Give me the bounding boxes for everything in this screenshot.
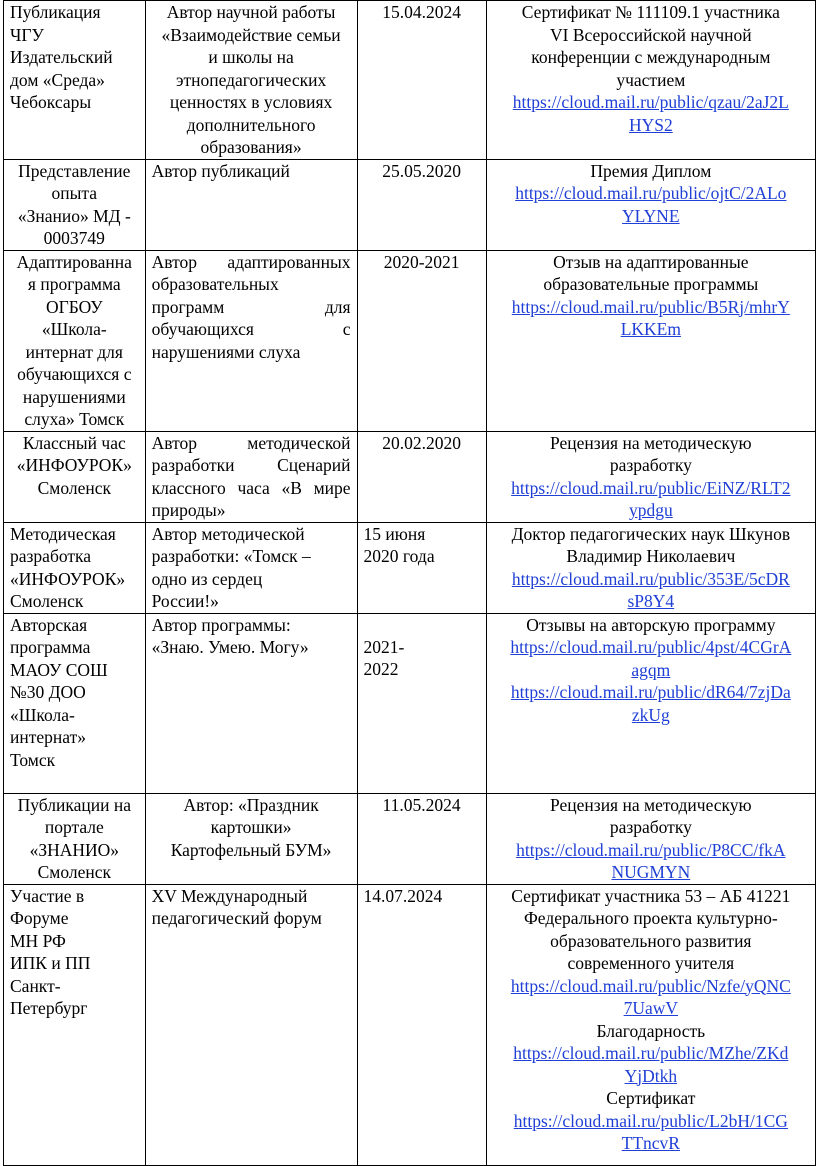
cell-date: 15 июня 2020 года (357, 522, 486, 613)
document-link-continued[interactable]: HYS2 (628, 114, 673, 135)
table-row (4, 1, 816, 160)
table-row (4, 884, 816, 1165)
cell-date: 2021- 2022 (357, 613, 486, 793)
cell-role: Автор методической разработки Сценарий классного часа «В мире природы» (145, 431, 357, 522)
cell-date: 20.02.2020 (357, 431, 486, 522)
document-link-continued[interactable]: YjDtkh (624, 1065, 678, 1086)
document-link[interactable]: https://cloud.mail.ru/public/MZhe/ZKd (513, 1043, 789, 1063)
document-link-continued[interactable]: ypdgu (628, 500, 673, 520)
cell-document: Доктор педагогических наук Шкунов Владимир Николаевич https://cloud.mail.ru/public/353E/5cDR sP8Y4 (486, 522, 815, 613)
cell-document: Отзыв на адаптированные образовательные программы https://cloud.mail.ru/public/B5Rj/mhrY LKKEm (486, 250, 815, 431)
cell-event: Авторская программа МАОУ СОШ №30 ДОО «Школа- интернат» Томск (4, 613, 146, 793)
document-link-continued[interactable]: YLYNE (622, 205, 680, 226)
cell-role: Автор методической разработки: «Томск – одно из сердец России!» (145, 522, 357, 613)
document-link-continued[interactable]: zkUg (631, 704, 670, 725)
cell-date: 11.05.2024 (357, 793, 486, 884)
document-link[interactable]: https://cloud.mail.ru/public/353E/5cDR (511, 568, 790, 589)
table-row (4, 431, 816, 522)
cell-document: Премия Диплом https://cloud.mail.ru/public/ojtC/2ALo YLYNE (486, 159, 815, 250)
cell-date: 25.05.2020 (357, 159, 486, 250)
cell-role: XV Международный педагогический форум (145, 884, 357, 1165)
cell-document: Рецензия на методическую разработку https://cloud.mail.ru/public/EiNZ/RLT2 ypdgu (486, 431, 815, 522)
table-row (4, 793, 816, 884)
document-link-continued[interactable]: 7UawV (623, 998, 679, 1018)
cell-date: 2020-2021 (357, 250, 486, 431)
cell-role: Автор научной работы «Взаимодействие семьи и школы на этнопедагогических ценностях в условиях дополнительного образования» (145, 1, 357, 160)
cell-event: Публикация ЧГУ Издательский дом «Среда» Чебоксары (4, 1, 146, 160)
cell-date: 14.07.2024 (357, 884, 486, 1165)
cell-document: Сертификат участника 53 – АБ 41221 Федерального проекта культурно- образовательного развития современного учителя https://cloud.mail.ru/public/Nzfe/yQNC 7UawV Благодарность https://cloud.mail.ru/public/MZhe/ZKd YjDtkh Сертификат https://cloud.mail.ru/public/L2bH/1CG TTncvR (486, 884, 815, 1165)
document-link[interactable]: https://cloud.mail.ru/public/Nzfe/yQNC (510, 975, 791, 996)
document-link[interactable]: https://cloud.mail.ru/public/qzau/2aJ2L (512, 92, 789, 112)
cell-document: Рецензия на методическую разработку https://cloud.mail.ru/public/P8CC/fkA NUGMYN (486, 793, 815, 884)
document-link[interactable]: https://cloud.mail.ru/public/EiNZ/RLT2 (511, 477, 791, 498)
document-link-continued[interactable]: sP8Y4 (627, 591, 675, 611)
table-row (4, 613, 816, 793)
document-link[interactable]: https://cloud.mail.ru/public/B5Rj/mhrY (511, 296, 790, 317)
document-link[interactable]: https://cloud.mail.ru/public/P8CC/fkA (516, 839, 786, 860)
cell-event: Методическая разработка «ИНФОУРОК» Смоленск (4, 522, 146, 613)
document-link[interactable]: https://cloud.mail.ru/public/4pst/4CGrA (510, 637, 792, 657)
table-row (4, 250, 816, 431)
document-link[interactable]: https://cloud.mail.ru/public/ojtC/2ALo (515, 183, 787, 203)
document-link[interactable]: https://cloud.mail.ru/public/dR64/7zjDa (510, 682, 791, 702)
cell-role: Автор адаптированных образовательных программ для обучающихся с нарушениями слуха (145, 250, 357, 431)
cell-role: Автор программы: «Знаю. Умею. Могу» (145, 613, 357, 793)
document-label: Благодарность (596, 1020, 706, 1041)
document-link-continued[interactable]: NUGMYN (611, 862, 691, 882)
cell-role: Автор: «Праздник картошки» Картофельный БУМ» (145, 793, 357, 884)
cell-event: Участие в Форуме МН РФ ИПК и ПП Санкт- Петербург (4, 884, 146, 1165)
cell-event: Представление опыта «Знанио» МД - 0003749 (4, 159, 146, 250)
document-label: Сертификат (606, 1088, 696, 1108)
cell-document: Отзывы на авторскую программу https://cloud.mail.ru/public/4pst/4CGrA agqm https://cloud.mail.ru/public/dR64/7zjDa zkUg (486, 613, 815, 793)
cell-event: Публикации на портале «ЗНАНИО» Смоленск (4, 793, 146, 884)
cell-event: Классный час «ИНФОУРОК» Смоленск (4, 431, 146, 522)
document-link-continued[interactable]: LKKEm (620, 319, 681, 339)
achievements-table (3, 0, 816, 1166)
cell-event: Адаптированна я программа ОГБОУ «Школа- интернат для обучающихся с нарушениями слуха» Томск (4, 250, 146, 431)
cell-document: Сертификат № 111109.1 участника VI Всероссийской научной конференции с международным участием https://cloud.mail.ru/public/qzau/2aJ2L HYS2 (486, 1, 815, 160)
document-link-continued[interactable]: TTncvR (621, 1133, 680, 1153)
cell-role: Автор публикаций (145, 159, 357, 250)
cell-date: 15.04.2024 (357, 1, 486, 160)
table-row (4, 522, 816, 613)
table-row (4, 159, 816, 250)
document-link-continued[interactable]: agqm (631, 659, 671, 680)
document-link[interactable]: https://cloud.mail.ru/public/L2bH/1CG (513, 1110, 788, 1131)
